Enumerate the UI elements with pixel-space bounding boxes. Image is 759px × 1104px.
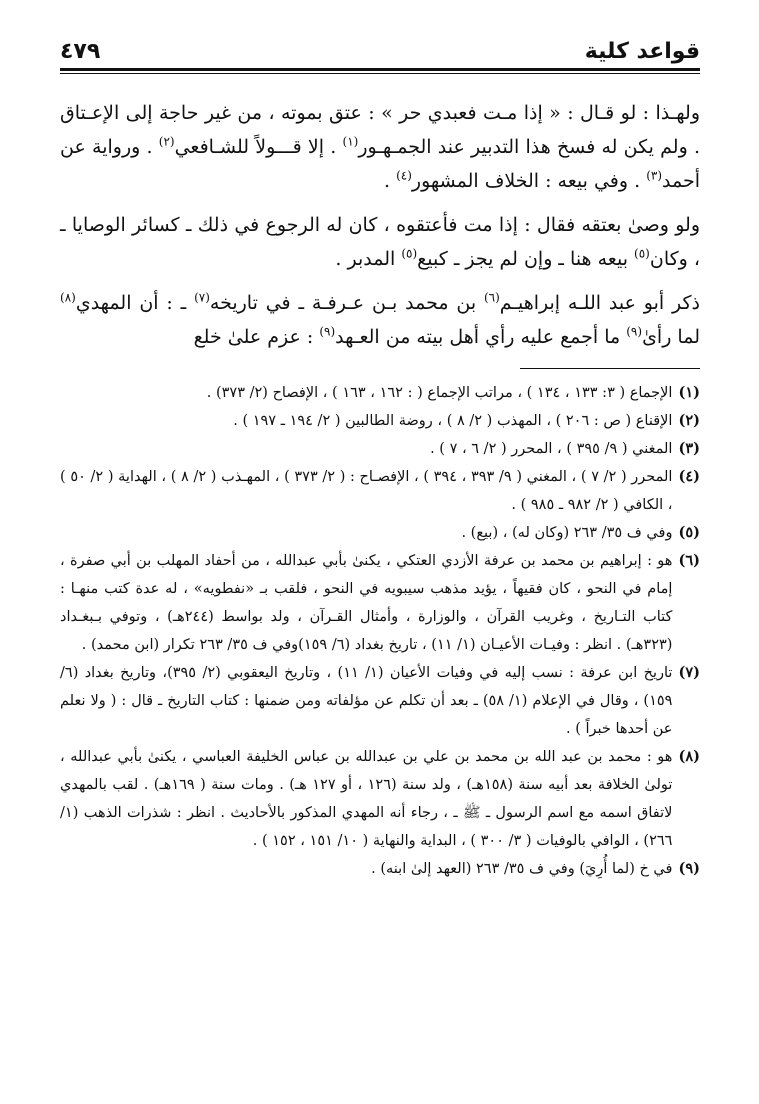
footnotes (60, 379, 700, 883)
footnote (60, 659, 700, 743)
text-segment: ذكر أبو عبد اللـه إبراهيـم (499, 292, 700, 314)
footnote-ref: (٤) (396, 168, 412, 183)
footnote-text: الإقناع ( ص : ٢٠٦ ) ، المهذب ( ٢/ ٨ ) ، روضة الطالبين ( ٢/ ١٩٤ ـ ١٩٧ ) . (233, 413, 673, 429)
footnote-text: هو : محمد بن عبد الله بن محمد بن علي بن عبدالله بن عباس الخليفة العباسي ، يكنىٰ بأبي عبدالله ، تولىٰ الخلافة بعد أبيه سنة (١٥٨هـ) ، ولد سنة (١٢٦ ، أو ١٢٧ هـ) . ومات سنة ( ١٦٩هـ) . لقب بالمهدي لاتفاق اسمه مع اسم الرسول ـ ﷺ ـ ، رجاء أنه المهدي المذكور بالأحاديث . انظر : شذرات الذهب (١/ ٢٦٦) ، الوافي بالوفيات ( ٣/ ٣٠٠ ) ، البداية والنهاية ( ١٠/ ١٥١ ، ١٥٢ ) . (60, 749, 673, 849)
footnote (60, 519, 700, 547)
footnote-text: تاريخ ابن عرفة : نسب إليه في وفيات الأعيان (١/ ١١) ، وتاريخ اليعقوبي (٢/ ٣٩٥)، وتاريخ بغداد (٦/ ١٥٩) ، وقال في الإعلام (١/ ٥٨) ـ بعد أن تكلم عن مؤلفاته ومن ضمنها : كتاب التاريخ ـ قال : ( ولا نعلم عن أحدها خبراً ) . (60, 665, 673, 737)
page-header (60, 38, 700, 64)
page-number: ٤٧٩ (60, 39, 101, 64)
footnote (60, 407, 700, 435)
footnote-text: في خ (لما أُرِيَ) وفي ف ٣٥/ ٢٦٣ (العهد إلىٰ ابنه) . (371, 861, 673, 877)
footnote-number: (١) (678, 384, 700, 401)
footnote-number: (٧) (678, 664, 700, 681)
text-segment: ـ : أن المهدي (75, 292, 195, 314)
footnote-text: وفي ف ٣٥/ ٢٦٣ (وكان له) ، (بيع) . (461, 525, 673, 541)
text-segment: ما أجمع عليه رأي أهل بيته من العـهد (335, 326, 627, 348)
footnote-number: (٣) (678, 440, 700, 457)
text-segment: . وفي بيعه : الخلاف المشهور (411, 170, 647, 192)
text-segment: ولو وصىٰ بعتقه فقال : إذا مت فأعتقوه ، كان له الرجوع في ذلك ـ كسائر الوصايا ـ ، وكان (60, 214, 700, 270)
text-segment: المدبر . (335, 248, 402, 270)
text-segment: . (384, 170, 397, 192)
footnote-ref: (٨) (60, 290, 76, 305)
footnote-number: (٥) (678, 524, 700, 541)
footnote-ref: (٧) (194, 290, 210, 305)
footnote (60, 379, 700, 407)
footnote (60, 435, 700, 463)
text-segment: . إلا قـــولاً للشـافعي (174, 136, 343, 158)
running-title: قواعد كلية (584, 39, 700, 64)
footnote (60, 463, 700, 519)
footnote-text: المحرر ( ٢/ ٧ ) ، المغني ( ٩/ ٣٩٣ ، ٣٩٤ ) ، الإفصـاح : ( ٢/ ٣٧٣ ) ، المهـذب ( ٢/ ٨ ) ، الهداية ( ٢/ ٥٠ ) ، الكافي ( ٢/ ٩٨٢ ـ ٩٨٥ ) . (60, 469, 673, 513)
text-segment: بيعه هنا ـ وإن لم يجز ـ كبيع (417, 248, 635, 270)
text-segment: : عزم علىٰ خلع (193, 326, 320, 348)
footnote-divider (520, 368, 700, 369)
header-rule-thin (60, 73, 700, 74)
footnote-ref: (٢) (158, 134, 175, 149)
text-segment: بن محمد بـن عـرفـة ـ في تاريخه (209, 292, 484, 314)
footnote-ref: (٣) (646, 168, 663, 183)
footnote (60, 743, 700, 855)
footnote (60, 855, 700, 883)
footnote-ref: (٩) (319, 324, 336, 339)
footnote-ref: (٥) (634, 246, 650, 261)
paragraph-3 (60, 286, 700, 354)
text-segment: لما رأىٰ (642, 326, 700, 348)
footnote (60, 547, 700, 659)
text-segment: . ورواية عن أحمد (60, 136, 700, 192)
footnote-number: (٢) (678, 412, 700, 429)
footnote-text: المغني ( ٩/ ٣٩٥ ) ، المحرر ( ٢/ ٦ ، ٧ ) . (430, 441, 673, 457)
footnote-number: (٩) (678, 860, 700, 877)
main-text (60, 96, 700, 354)
footnote-ref: (١) (342, 134, 359, 149)
footnote-ref: (٥) (401, 246, 418, 261)
footnote-number: (٦) (678, 552, 700, 569)
text-segment: ولهـذا : لو قـال : « إذا مـت فعبدي حر » : عتق بموته ، من غير حاجة إلى الإعـتاق . ولم يكن له فسخ هذا التدبير عند الجمـهـور (60, 102, 701, 158)
footnote-text: هو : إبراهيم بن محمد بن عرفة الأزدي العتكي ، يكنىٰ بأبي عبدالله ، من أحفاد المهلب بن أبي صفرة ، إمام في النحو ، كان فقيهاً ، يؤيد مذهب سيبويه في النحو ، فلقب بـ «نفطويه» ، له عدة كتب منهـا : كتاب التـاريخ ، وغريب القرآن ، والوزارة ، وأمثال القـرآن ، ولد بواسط (٢٤٤هـ) ، وتوفي بـبغـداد (٣٢٣هـ) . انظر : وفيـات الأعيـان (١/ ١١) ، تاريخ بغداد (٦/ ١٥٩)وفي ف ٣٥/ ٢٦٣ تكرار (ابن محمد) . (60, 553, 673, 653)
footnote-ref: (٦) (483, 290, 500, 305)
footnote-ref: (٩) (626, 324, 643, 339)
book-page (60, 38, 700, 883)
footnote-number: (٨) (678, 748, 700, 765)
footnote-number: (٤) (678, 468, 700, 485)
paragraph-2 (60, 208, 700, 276)
paragraph-1 (60, 96, 700, 198)
footnote-text: الإجماع ( ٣: ١٣٣ ، ١٣٤ ) ، مراتب الإجماع ( : ١٦٢ ، ١٦٣ ) ، الإفصاح (٢/ ٣٧٣) . (206, 385, 673, 401)
header-rule-thick (60, 68, 700, 71)
